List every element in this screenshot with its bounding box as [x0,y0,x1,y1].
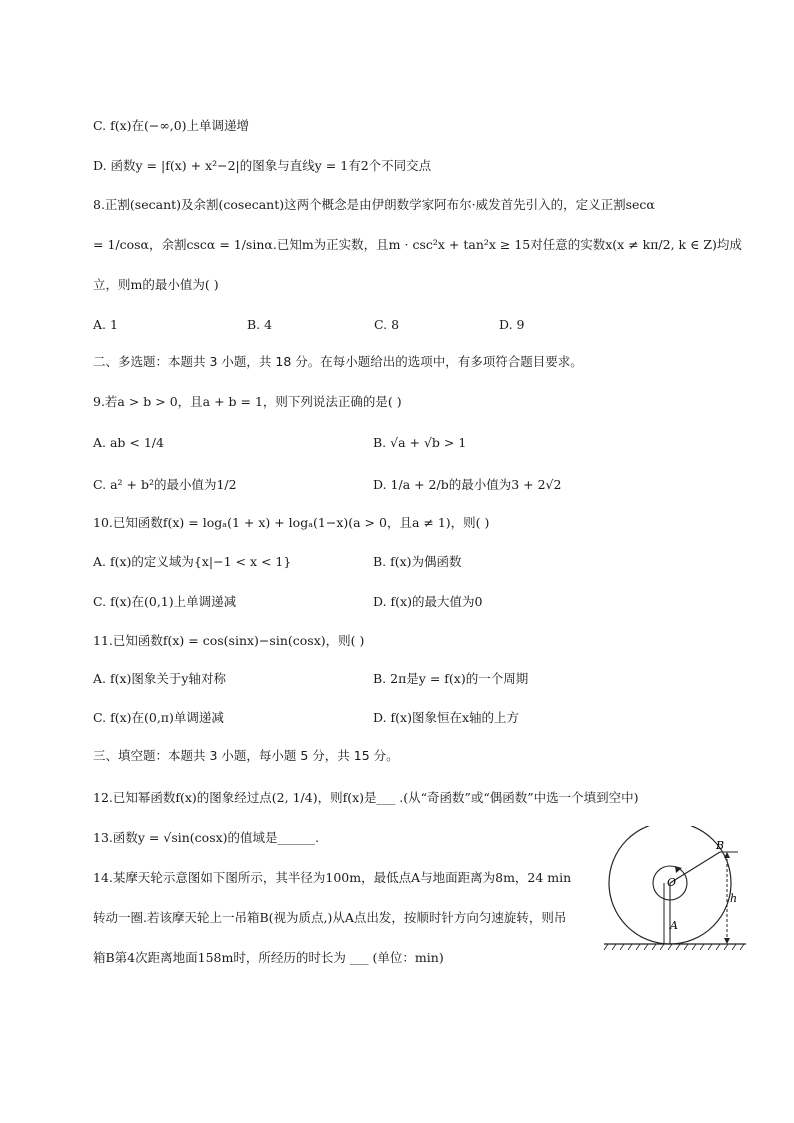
label-a: A [670,919,678,932]
q9-option-c: C. a² + b²的最小值为1/2 [93,477,237,492]
ferris-wheel-figure [598,826,748,954]
q9-stem: 9.若a > b > 0，且a + b = 1，则下列说法正确的是( ) [93,394,402,409]
q10-option-b: B. f(x)为偶函数 [373,554,462,569]
label-h: h [730,892,738,905]
height-arrow-top [724,852,730,858]
height-arrow-bottom [724,938,730,944]
q12-stem: 12.已知幂函数f(x)的图象经过点(2, 1/4)，则f(x)是___ .(从“奇函数”或“偶函数”中选一个填到空中) [93,790,639,805]
q10-option-d: D. f(x)的最大值为0 [373,594,483,609]
q9-option-b: B. √a + √b > 1 [373,435,467,450]
q10-stem: 10.已知函数f(x) = logₐ(1 + x) + logₐ(1−x)(a > 0，且a ≠ 1)，则( ) [93,515,490,530]
label-b: B [716,839,725,852]
q11-stem: 11.已知函数f(x) = cos(sinx)−sin(cosx)，则( ) [93,633,365,648]
q8-stem-line1: 8.正割(secant)及余割(cosecant)这两个概念是由伊朗数学家阿布尔·威发首先引入的，定义正割secα [93,197,655,212]
section-multiple-choice: 二、多选题：本题共 3 小题，共 18 分。在每小题给出的选项中，有多项符合题目要求。 [93,354,583,369]
q13-stem: 13.函数y = √sin(cosx)的值域是______. [93,830,320,845]
q11-option-c: C. f(x)在(0,π)单调递减 [93,710,224,725]
q10-option-a: A. f(x)的定义域为{x|−1 < x < 1} [93,554,292,569]
q11-option-d: D. f(x)图象恒在x轴的上方 [373,710,520,725]
q8-option-a: A. 1 [93,317,118,332]
ground-hatching [604,944,744,950]
q9-option-d: D. 1/a + 2/b的最小值为3 + 2√2 [373,477,562,492]
label-o: O [667,876,677,889]
q14-stem: 14.某摩天轮示意图如下图所示，其半径为100m，最低点A与地面距离为8m，24 min转动一圈.若该摩天轮上一吊箱B(视为质点,)从A点出发，按顺时针方向匀速旋转，则吊箱B第4次距离地面158m时，所经历的时长为 ___ (单位：min) [93,870,572,965]
q11-option-a: A. f(x)图象关于y轴对称 [93,671,226,686]
q7-option-d: D. 函数y = |f(x) + x²−2|的图象与直线y = 1有2个不同交点 [93,158,432,173]
q7-option-c: C. f(x)在(−∞,0)上单调递增 [93,118,250,133]
q8-option-b: B. 4 [247,317,273,332]
section-fill-in: 三、填空题：本题共 3 小题，每小题 5 分，共 15 分。 [93,748,399,763]
q8-stem-line2: = 1/cosα，余割cscα = 1/sinα.已知m为正实数，且m · csc²x + tan²x ≥ 15对任意的实数x(x ≠ kπ/2, k ∈ Z)均成 [93,237,742,252]
q9-option-a: A. ab < 1/4 [93,435,164,450]
q11-option-b: B. 2π是y = f(x)的一个周期 [373,671,529,686]
q8-option-c: C. 8 [374,317,400,332]
q8-option-d: D. 9 [499,317,525,332]
q8-stem-line3: 立，则m的最小值为( ) [93,277,219,292]
q10-option-c: C. f(x)在(0,1)上单调递减 [93,594,237,609]
